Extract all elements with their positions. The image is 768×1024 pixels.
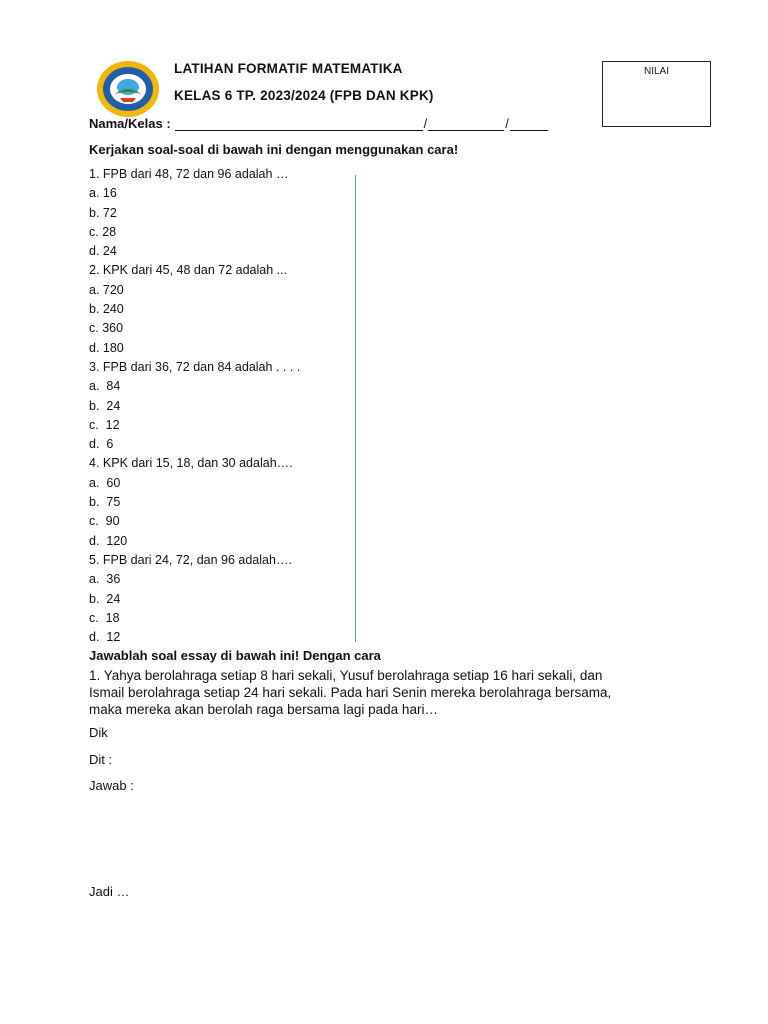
school-emblem-icon — [96, 60, 160, 118]
option-1a: a. 16 — [89, 186, 117, 201]
essay-question — [89, 667, 689, 718]
option-1b: b. 72 — [89, 205, 117, 220]
option-5b: b. 24 — [89, 591, 121, 606]
option-2c: c. 360 — [89, 321, 124, 336]
essay-line: 1. Yahya berolahraga setiap 8 hari sekali, Yusuf berolahraga setiap 16 hari sekali, dan — [89, 668, 603, 683]
option-4c: c. 90 — [89, 514, 120, 529]
essay-line: Ismail berolahraga setiap 24 hari sekali. Pada hari Senin mereka berolahraga bersama, — [89, 685, 612, 700]
column-divider-line — [355, 175, 356, 642]
separator: / — [423, 116, 428, 131]
option-3b: b. 24 — [89, 398, 121, 413]
separator: / — [505, 116, 509, 131]
option-2d: d. 180 — [89, 340, 124, 355]
option-4b: b. 75 — [89, 495, 121, 510]
option-5d: d. 12 — [89, 630, 121, 645]
multiple-choice-list — [89, 165, 300, 647]
essay-heading: Jawablah soal essay di bawah ini! Dengan cara — [89, 648, 381, 663]
option-4d: d. 120 — [89, 533, 128, 548]
question-2: 2. KPK dari 45, 48 dan 72 adalah ... — [89, 263, 288, 278]
instruction-text: Kerjakan soal-soal di bawah ini dengan menggunakan cara! — [89, 142, 459, 157]
question-3: 3. FPB dari 36, 72 dan 84 adalah . . . . — [89, 359, 301, 374]
question-5: 5. FPB dari 24, 72, dan 96 adalah…. — [89, 552, 292, 567]
option-4a: a. 60 — [89, 475, 121, 490]
score-box[interactable] — [602, 61, 711, 127]
option-3a: a. 84 — [89, 379, 121, 394]
question-1: 1. FPB dari 48, 72 dan 96 adalah … — [89, 167, 289, 181]
option-1d: d. 24 — [89, 244, 117, 259]
option-1c: c. 28 — [89, 224, 117, 239]
worksheet-subtitle: KELAS 6 TP. 2023/2024 (FPB DAN KPK) — [174, 88, 434, 103]
name-class-label: Nama/Kelas : — [89, 116, 171, 131]
essay-line: maka mereka akan berolah raga bersama lagi pada hari… — [89, 702, 438, 717]
option-5c: c. 18 — [89, 610, 120, 625]
option-5a: a. 36 — [89, 572, 121, 587]
option-3d: d. 6 — [89, 437, 114, 452]
question-4: 4. KPK dari 15, 18, dan 30 adalah…. — [89, 456, 293, 471]
option-3c: c. 12 — [89, 417, 120, 432]
option-2b: b. 240 — [89, 302, 124, 317]
class-blank-line[interactable] — [428, 116, 504, 131]
conclusion-label: Jadi … — [89, 884, 130, 899]
name-blank-line[interactable] — [175, 116, 423, 131]
option-2a: a. 720 — [89, 282, 124, 297]
score-label: NILAI — [643, 66, 669, 77]
answer-label: Jawab : — [89, 778, 134, 793]
given-label: Dik — [89, 725, 108, 740]
number-blank-line[interactable] — [510, 116, 548, 131]
name-class-field[interactable] — [89, 116, 548, 131]
worksheet-title: LATIHAN FORMATIF MATEMATIKA — [174, 61, 403, 76]
asked-label: Dit : — [89, 752, 113, 767]
